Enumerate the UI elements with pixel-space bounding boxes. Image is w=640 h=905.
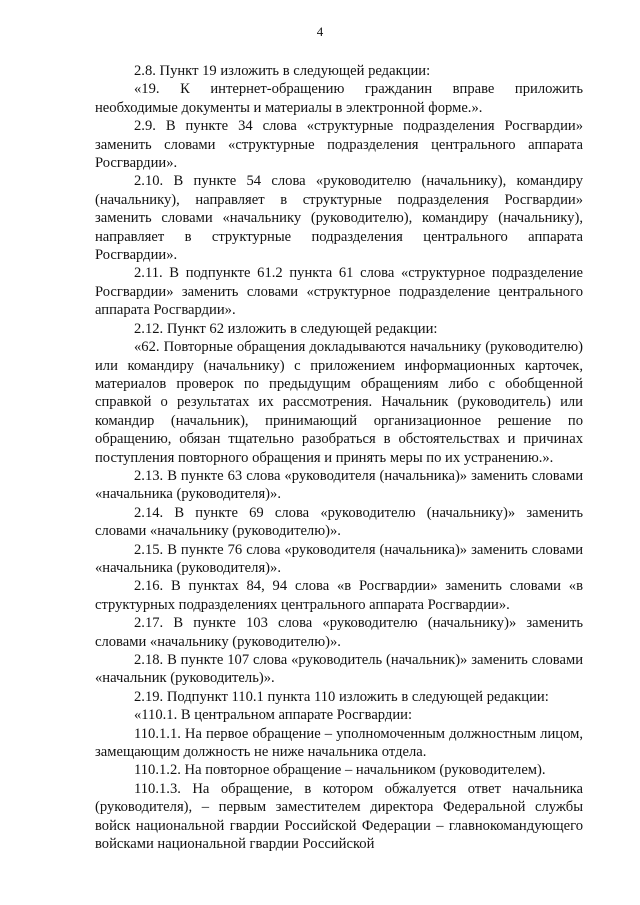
paragraph-2-9: 2.9. В пункте 34 слова «структурные подразделения Росгвардии» заменить словами «структурные подразделения центрального аппарата Росгвардии».: [95, 118, 583, 172]
paragraph-2-17: 2.17. В пункте 103 слова «руководителю (начальнику)» заменить словами «начальнику (руководителю)».: [95, 615, 583, 650]
paragraph-2-16: 2.16. В пунктах 84, 94 слова «в Росгвардии» заменить словами «в структурных подразделениях центрального аппарата Росгвардии».: [95, 578, 583, 613]
paragraph-2-11: 2.11. В подпункте 61.2 пункта 61 слова «структурное подразделение Росгвардии» заменить словами «структурное подразделение центрального аппарата Росгвардии».: [95, 265, 583, 319]
paragraph-2-19: 2.19. Подпункт 110.1 пункта 110 изложить в следующей редакции:: [134, 688, 549, 705]
paragraph-2-8: 2.8. Пункт 19 изложить в следующей редакции:: [134, 63, 431, 79]
paragraph-2-12: 2.12. Пункт 62 изложить в следующей редакции:: [134, 320, 438, 337]
paragraph-2-18: 2.18. В пункте 107 слова «руководитель (начальник)» заменить словами «начальник (руководитель)».: [95, 652, 583, 687]
paragraph-110-1-2: 110.1.2. На повторное обращение – начальником (руководителем).: [134, 762, 546, 779]
paragraph-2-10: 2.10. В пункте 54 слова «руководителю (начальнику), командиру (начальнику), направляет в структурные подразделения Росгвардии» заменить словами «начальнику (руководителю), командиру (начальнику), направляет в структурные подразделения центрального аппарата Росгвардии».: [95, 173, 583, 264]
paragraph-item-19: «19. К интернет-обращению гражданин вправе приложить необходимые документы и материалы в электронной форме.».: [95, 81, 583, 116]
paragraph-2-13: 2.13. В пункте 63 слова «руководителя (начальника)» заменить словами «начальника (руководителя)».: [95, 467, 583, 503]
document-body: [95, 62, 583, 853]
paragraph-110-1-3: 110.1.3. На обращение, в котором обжалуется ответ начальника (руководителя), – первым заместителем директора Федеральной службы войск национальной гвардии Российской Федерации – главнокомандующего войсками национальной гвардии Российской: [95, 780, 583, 853]
paragraph-110-1: «110.1. В центральном аппарате Росгвардии:: [134, 707, 413, 724]
paragraph-item-62: «62. Повторные обращения докладываются начальнику (руководителю) или командиру (начальнику) с приложением информационных карточек, материалов проверок по предыдущим обращениям либо с обобщенной справкой о результатах их рассмотрения. Начальник (руководитель) или командир (начальник), принимающий организационное решение по обращению, обязан тщательно разобраться в обстоятельствах и причинах поступления повторного обращения и принять меры по их устранению.».: [95, 339, 583, 466]
paragraph-2-14: 2.14. В пункте 69 слова «руководителю (начальнику)» заменить словами «начальнику (руководителю)».: [95, 504, 583, 540]
paragraph-110-1-1: 110.1.1. На первое обращение – уполномоченным должностным лицом, замещающим должность не ниже начальника отдела.: [95, 725, 583, 761]
paragraph-2-15: 2.15. В пункте 76 слова «руководителя (начальника)» заменить словами «начальника (руководителя)».: [95, 541, 583, 576]
page-number: 4: [316, 24, 324, 39]
